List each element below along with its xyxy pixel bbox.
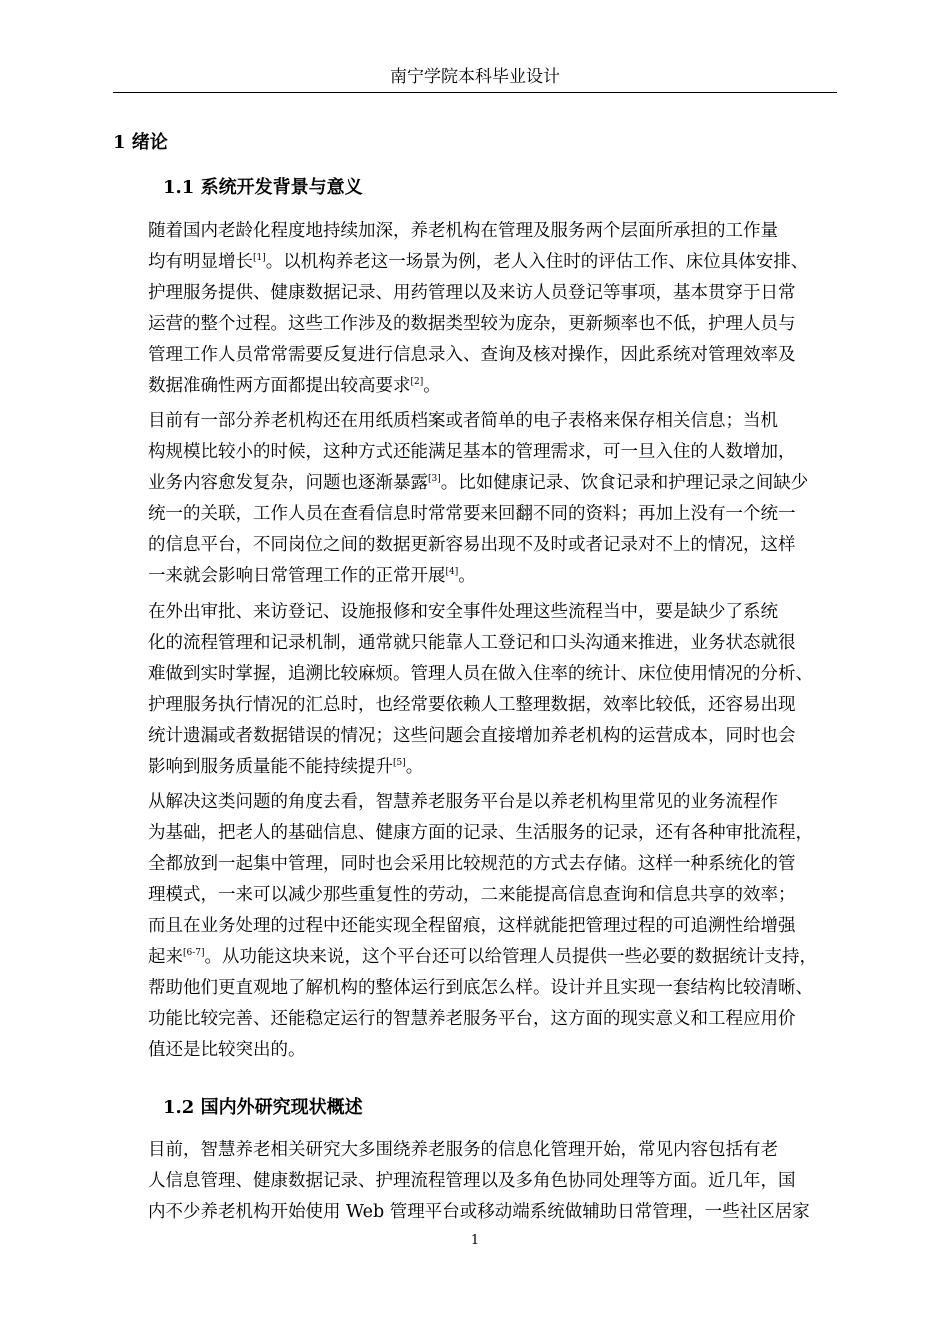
text-line: 为基础，把老人的基础信息、健康方面的记录、生活服务的记录，还有各种审批流程，	[148, 823, 813, 843]
citation-ref: [4]	[445, 567, 459, 577]
citation-ref: [2]	[410, 377, 424, 387]
text-line	[113, 752, 837, 783]
text-line: 人信息管理、健康数据记录、护理流程管理以及多角色协同处理等方面。近几年，国	[148, 1171, 796, 1191]
text-line: 随着国内老龄化程度地持续加深，养老机构在管理及服务两个层面所承担的工作量	[148, 221, 778, 241]
text-line: 难做到实时掌握，追溯比较麻烦。管理人员在做入住率的统计、床位使用情况的分析、	[148, 664, 813, 684]
text-segment: 。以机构养老这一场景为例，老人入住时的评估工作、床位具体安排、	[265, 252, 809, 272]
text-line: 的信息平台，不同岗位之间的数据更新容易出现不及时或者记录对不上的情况，这样	[148, 535, 796, 555]
text-line: 帮助他们更直观地了解机构的整体运行到底怎么样。设计并且实现一套结构比较清晰、	[148, 978, 813, 998]
citation-ref: [3]	[428, 474, 441, 484]
text-line: 护理服务提供、健康数据记录、用药管理以及来访人员登记等事项，基本贯穿于日常	[148, 283, 796, 303]
citation-ref: [5]	[393, 758, 406, 768]
text-line: 全都放到一起集中管理，同时也会采用比较规范的方式去存储。这样一种系统化的管	[148, 854, 796, 874]
text-segment: 业务内容愈发复杂，问题也逐渐暴露	[148, 473, 428, 493]
text-segment: 一来就会影响日常管理工作的正常开展	[148, 566, 446, 586]
text-line: 管理工作人员常常需要反复进行信息录入、查询及核对操作，因此系统对管理效率及	[148, 345, 796, 365]
page-number: 1	[470, 1233, 480, 1248]
text-line	[113, 247, 837, 278]
paragraph-research-status	[113, 1135, 837, 1228]
citation-ref: [1]	[253, 253, 266, 263]
text-line: 化的流程管理和记录机制，通常就只能靠人工登记和口头沟通来推进，业务状态就很	[148, 633, 796, 653]
text-segment: 影响到服务质量能不能持续提升	[148, 757, 393, 777]
text-line: 统一的关联，工作人员在查看信息时常常要来回翻不同的资料；再加上没有一个统一	[148, 504, 796, 524]
text-line: 目前有一部分养老机构还在用纸质档案或者简单的电子表格来保存相关信息；当机	[148, 411, 778, 431]
text-line: 在外出审批、来访登记、设施报修和安全事件处理这些流程当中，要是缺少了系统	[148, 602, 778, 622]
text-segment: 。	[405, 757, 424, 777]
text-line: 内不少养老机构开始使用 Web 管理平台或移动端系统做辅助日常管理，一些社区居家	[148, 1202, 810, 1222]
text-line	[113, 371, 837, 402]
text-line: 从解决这类问题的角度去看，智慧养老服务平台是以养老机构里常见的业务流程作	[148, 792, 778, 812]
text-line: 理模式，一来可以减少那些重复性的劳动，二来能提高信息查询和信息共享的效率；	[148, 885, 796, 905]
paragraph-background-1	[113, 216, 837, 402]
text-line: 运营的整个过程。这些工作涉及的数据类型较为庞杂，更新频率也不低，护理人员与	[148, 314, 796, 334]
citation-ref: [6-7]	[183, 948, 205, 958]
text-segment: 均有明显增长	[148, 252, 253, 272]
text-line: 构规模比较小的时候，这种方式还能满足基本的管理需求，可一旦入住的人数增加，	[148, 442, 796, 462]
paragraph-background-4	[113, 787, 837, 1066]
text-segment: 起来	[148, 947, 183, 967]
text-line	[113, 468, 837, 499]
text-line: 功能比较完善、还能稳定运行的智慧养老服务平台，这方面的现实意义和工程应用价	[148, 1009, 796, 1029]
text-segment: 。	[458, 566, 476, 586]
text-line: 统计遗漏或者数据错误的情况；这些问题会直接增加养老机构的运营成本，同时也会	[148, 726, 796, 746]
text-line: 值还是比较突出的。	[148, 1040, 306, 1060]
text-line	[113, 561, 837, 592]
text-segment: 数据准确性两方面都提出较高要求	[148, 376, 411, 396]
text-line: 目前，智慧养老相关研究大多围绕养老服务的信息化管理开始，常见内容包括有老	[148, 1140, 778, 1160]
paragraph-background-3	[113, 597, 837, 783]
page-header-title: 南宁学院本科毕业设计	[390, 67, 560, 87]
section-heading-1-1: 1.1 系统开发背景与意义	[163, 177, 363, 198]
text-line	[113, 942, 837, 973]
text-line: 护理服务执行情况的汇总时，也经常要依赖人工整理数据，效率比较低，还容易出现	[148, 695, 796, 715]
text-line: 而且在业务处理的过程中还能实现全程留痕，这样就能把管理过程的可追溯性给增强	[148, 916, 796, 936]
text-segment: 。	[423, 376, 441, 396]
section-heading-1-2: 1.2 国内外研究现状概述	[163, 1097, 363, 1118]
header-rule	[113, 92, 837, 93]
chapter-heading: 1 绪论	[113, 132, 168, 153]
text-segment: 。比如健康记录、饮食记录和护理记录之间缺少	[440, 473, 809, 493]
paragraph-background-2	[113, 406, 837, 592]
text-segment: 。从功能这块来说，这个平台还可以给管理人员提供一些必要的数据统计支持，	[204, 947, 818, 967]
